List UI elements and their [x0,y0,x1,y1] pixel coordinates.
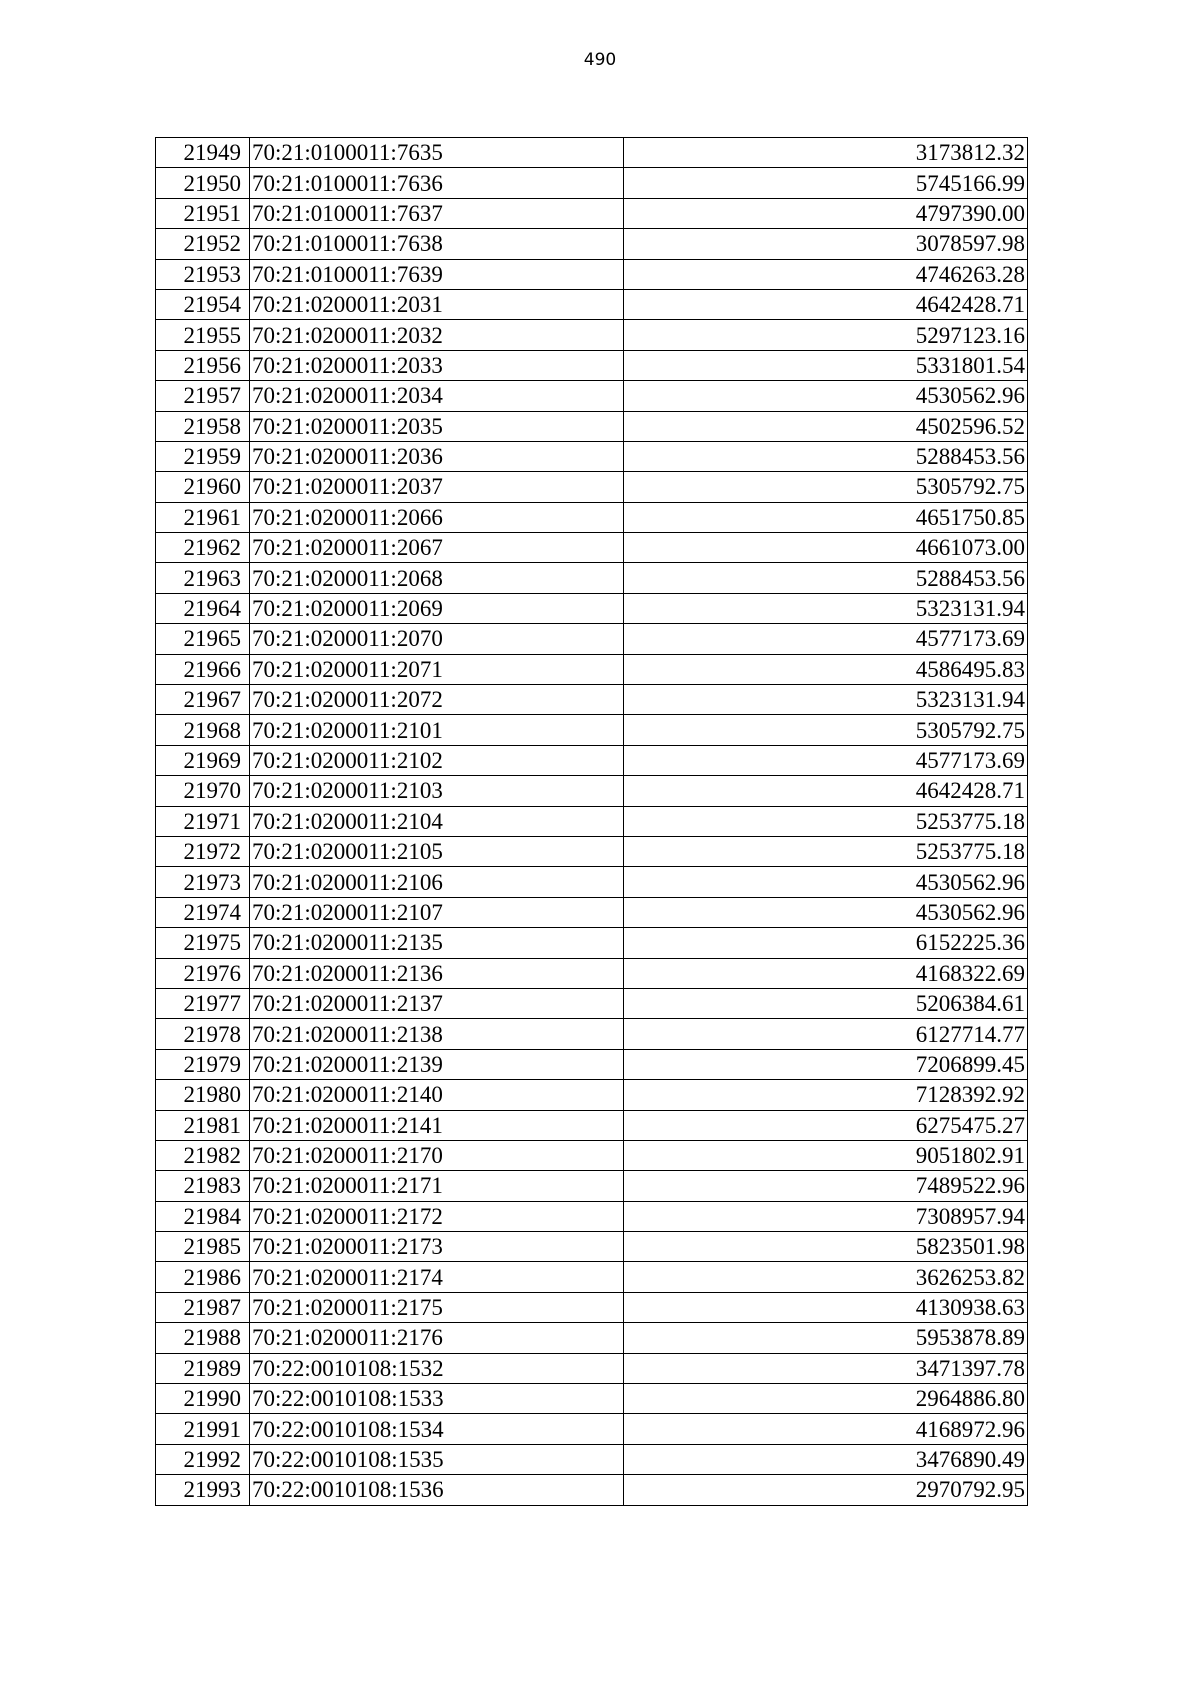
cadastral-value-cell: 3626253.82 [624,1262,1028,1292]
table-row [156,259,1028,289]
row-number-cell: 21970 [156,776,250,806]
cadastral-number-cell: 70:21:0200011:2105 [250,836,624,866]
table-row [156,1414,1028,1444]
table-row [156,289,1028,319]
cadastral-value-cell: 2970792.95 [624,1475,1028,1505]
row-number-cell: 21976 [156,958,250,988]
cadastral-value-cell: 3476890.49 [624,1444,1028,1474]
cadastral-value-cell: 4168322.69 [624,958,1028,988]
cadastral-number-cell: 70:21:0200011:2068 [250,563,624,593]
cadastral-value-cell: 4661073.00 [624,533,1028,563]
cadastral-value-cell: 7206899.45 [624,1049,1028,1079]
row-number-cell: 21990 [156,1384,250,1414]
cadastral-number-cell: 70:21:0200011:2101 [250,715,624,745]
cadastral-value-cell: 4642428.71 [624,776,1028,806]
cadastral-value-cell: 5823501.98 [624,1232,1028,1262]
table-row [156,502,1028,532]
row-number-cell: 21981 [156,1110,250,1140]
cadastral-value-cell: 4746263.28 [624,259,1028,289]
table-row [156,1019,1028,1049]
table-row [156,867,1028,897]
cadastral-number-cell: 70:21:0200011:2033 [250,350,624,380]
table-row [156,1444,1028,1474]
table-row [156,958,1028,988]
cadastral-value-cell: 5323131.94 [624,593,1028,623]
cadastral-number-cell: 70:21:0200011:2106 [250,867,624,897]
table-row [156,198,1028,228]
table-row [156,624,1028,654]
row-number-cell: 21961 [156,502,250,532]
cadastral-number-cell: 70:21:0200011:2103 [250,776,624,806]
table-row [156,1140,1028,1170]
row-number-cell: 21988 [156,1323,250,1353]
row-number-cell: 21980 [156,1080,250,1110]
cadastral-number-cell: 70:22:0010108:1536 [250,1475,624,1505]
cadastral-value-cell: 5305792.75 [624,472,1028,502]
table-row [156,745,1028,775]
cadastral-number-cell: 70:21:0100011:7637 [250,198,624,228]
cadastral-number-cell: 70:21:0200011:2071 [250,654,624,684]
cadastral-number-cell: 70:21:0200011:2135 [250,928,624,958]
cadastral-value-cell: 6152225.36 [624,928,1028,958]
cadastral-number-cell: 70:21:0100011:7636 [250,168,624,198]
row-number-cell: 21957 [156,381,250,411]
cadastral-value-cell: 4502596.52 [624,411,1028,441]
row-number-cell: 21949 [156,138,250,168]
table-body [156,138,1028,1506]
table-row [156,1292,1028,1322]
cadastral-number-cell: 70:21:0200011:2037 [250,472,624,502]
cadastral-value-cell: 4130938.63 [624,1292,1028,1322]
table-row [156,776,1028,806]
table-row [156,168,1028,198]
table-row [156,715,1028,745]
table-row [156,1384,1028,1414]
table-row [156,654,1028,684]
cadastral-value-cell: 5745166.99 [624,168,1028,198]
cadastral-value-cell: 4530562.96 [624,897,1028,927]
cadastral-number-cell: 70:21:0200011:2102 [250,745,624,775]
cadastral-number-cell: 70:21:0200011:2141 [250,1110,624,1140]
table-row [156,1323,1028,1353]
cadastral-value-cell: 5253775.18 [624,836,1028,866]
row-number-cell: 21953 [156,259,250,289]
cadastral-number-cell: 70:21:0200011:2036 [250,441,624,471]
cadastral-value-cell: 3173812.32 [624,138,1028,168]
row-number-cell: 21983 [156,1171,250,1201]
row-number-cell: 21959 [156,441,250,471]
cadastral-value-cell: 4586495.83 [624,654,1028,684]
cadastral-value-cell: 4797390.00 [624,198,1028,228]
row-number-cell: 21968 [156,715,250,745]
cadastral-number-cell: 70:21:0200011:2136 [250,958,624,988]
row-number-cell: 21974 [156,897,250,927]
row-number-cell: 21950 [156,168,250,198]
table-row [156,441,1028,471]
page-number: 490 [583,50,617,70]
cadastral-value-cell: 4577173.69 [624,624,1028,654]
cadastral-value-cell: 6275475.27 [624,1110,1028,1140]
table-row [156,1232,1028,1262]
row-number-cell: 21963 [156,563,250,593]
cadastral-value-cell: 5297123.16 [624,320,1028,350]
table-row [156,320,1028,350]
cadastral-number-cell: 70:21:0200011:2140 [250,1080,624,1110]
cadastral-number-cell: 70:22:0010108:1533 [250,1384,624,1414]
cadastral-value-cell: 5953878.89 [624,1323,1028,1353]
table-row [156,350,1028,380]
cadastral-number-cell: 70:21:0200011:2176 [250,1323,624,1353]
row-number-cell: 21971 [156,806,250,836]
table-row [156,1262,1028,1292]
table-row [156,988,1028,1018]
cadastral-value-cell: 5206384.61 [624,988,1028,1018]
row-number-cell: 21972 [156,836,250,866]
cadastral-number-cell: 70:21:0200011:2072 [250,685,624,715]
cadastral-number-cell: 70:21:0200011:2069 [250,593,624,623]
cadastral-value-cell: 7308957.94 [624,1201,1028,1231]
table-row [156,1049,1028,1079]
cadastral-value-cell: 4530562.96 [624,381,1028,411]
cadastral-number-cell: 70:21:0200011:2035 [250,411,624,441]
cadastral-value-cell: 4168972.96 [624,1414,1028,1444]
row-number-cell: 21982 [156,1140,250,1170]
row-number-cell: 21952 [156,229,250,259]
row-number-cell: 21962 [156,533,250,563]
cadastral-value-cell: 7128392.92 [624,1080,1028,1110]
table-row [156,806,1028,836]
row-number-cell: 21965 [156,624,250,654]
cadastral-number-cell: 70:21:0200011:2104 [250,806,624,836]
cadastral-value-table [155,137,1028,1506]
row-number-cell: 21975 [156,928,250,958]
row-number-cell: 21955 [156,320,250,350]
cadastral-value-cell: 5253775.18 [624,806,1028,836]
cadastral-number-cell: 70:21:0100011:7638 [250,229,624,259]
row-number-cell: 21986 [156,1262,250,1292]
cadastral-value-cell: 5323131.94 [624,685,1028,715]
table-row [156,229,1028,259]
cadastral-value-cell: 4577173.69 [624,745,1028,775]
cadastral-number-cell: 70:21:0200011:2034 [250,381,624,411]
cadastral-number-cell: 70:21:0200011:2173 [250,1232,624,1262]
cadastral-number-cell: 70:21:0200011:2070 [250,624,624,654]
table-row [156,928,1028,958]
row-number-cell: 21966 [156,654,250,684]
table-row [156,563,1028,593]
cadastral-value-cell: 5288453.56 [624,441,1028,471]
row-number-cell: 21978 [156,1019,250,1049]
table-row [156,381,1028,411]
row-number-cell: 21991 [156,1414,250,1444]
row-number-cell: 21951 [156,198,250,228]
row-number-cell: 21967 [156,685,250,715]
cadastral-number-cell: 70:21:0100011:7635 [250,138,624,168]
cadastral-number-cell: 70:21:0200011:2107 [250,897,624,927]
table-row [156,1353,1028,1383]
table-row [156,897,1028,927]
row-number-cell: 21960 [156,472,250,502]
cadastral-number-cell: 70:21:0200011:2032 [250,320,624,350]
cadastral-number-cell: 70:21:0200011:2175 [250,1292,624,1322]
cadastral-number-cell: 70:21:0200011:2170 [250,1140,624,1170]
cadastral-number-cell: 70:21:0200011:2139 [250,1049,624,1079]
cadastral-number-cell: 70:22:0010108:1535 [250,1444,624,1474]
cadastral-number-cell: 70:21:0200011:2171 [250,1171,624,1201]
cadastral-value-cell: 9051802.91 [624,1140,1028,1170]
cadastral-value-cell: 2964886.80 [624,1384,1028,1414]
row-number-cell: 21977 [156,988,250,1018]
cadastral-value-cell: 5288453.56 [624,563,1028,593]
table-row [156,1080,1028,1110]
row-number-cell: 21985 [156,1232,250,1262]
row-number-cell: 21992 [156,1444,250,1474]
table-row [156,472,1028,502]
table-row [156,1110,1028,1140]
cadastral-number-cell: 70:21:0200011:2172 [250,1201,624,1231]
table-row [156,1171,1028,1201]
cadastral-number-cell: 70:21:0200011:2174 [250,1262,624,1292]
cadastral-number-cell: 70:21:0200011:2067 [250,533,624,563]
cadastral-value-cell: 5305792.75 [624,715,1028,745]
cadastral-number-cell: 70:22:0010108:1534 [250,1414,624,1444]
cadastral-number-cell: 70:21:0200011:2066 [250,502,624,532]
cadastral-value-cell: 5331801.54 [624,350,1028,380]
cadastral-value-cell: 4651750.85 [624,502,1028,532]
row-number-cell: 21973 [156,867,250,897]
cadastral-value-cell: 3471397.78 [624,1353,1028,1383]
cadastral-value-cell: 6127714.77 [624,1019,1028,1049]
table-row [156,685,1028,715]
row-number-cell: 21979 [156,1049,250,1079]
table-row [156,138,1028,168]
row-number-cell: 21954 [156,289,250,319]
cadastral-number-cell: 70:21:0200011:2031 [250,289,624,319]
table-row [156,1475,1028,1505]
table-row [156,593,1028,623]
row-number-cell: 21993 [156,1475,250,1505]
cadastral-number-cell: 70:22:0010108:1532 [250,1353,624,1383]
cadastral-number-cell: 70:21:0200011:2137 [250,988,624,1018]
table-row [156,1201,1028,1231]
row-number-cell: 21958 [156,411,250,441]
cadastral-number-cell: 70:21:0200011:2138 [250,1019,624,1049]
cadastral-value-cell: 3078597.98 [624,229,1028,259]
table-row [156,533,1028,563]
table-row [156,836,1028,866]
row-number-cell: 21964 [156,593,250,623]
row-number-cell: 21989 [156,1353,250,1383]
row-number-cell: 21984 [156,1201,250,1231]
cadastral-number-cell: 70:21:0100011:7639 [250,259,624,289]
row-number-cell: 21987 [156,1292,250,1322]
cadastral-value-cell: 4530562.96 [624,867,1028,897]
cadastral-value-cell: 7489522.96 [624,1171,1028,1201]
row-number-cell: 21969 [156,745,250,775]
cadastral-value-cell: 4642428.71 [624,289,1028,319]
row-number-cell: 21956 [156,350,250,380]
table-row [156,411,1028,441]
